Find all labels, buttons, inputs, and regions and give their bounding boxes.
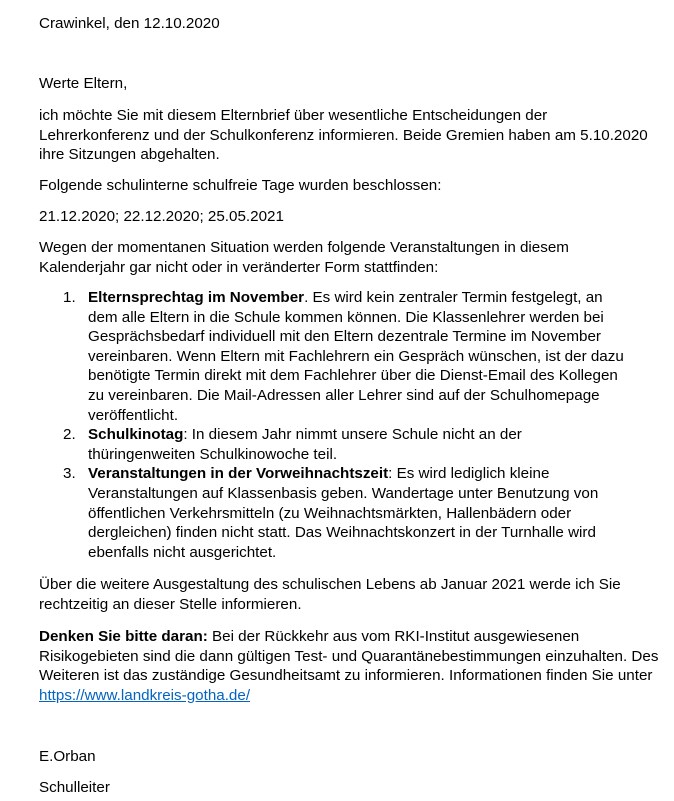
list-item-text: : Es wird lediglich kleine Veranstaltungen auf Klassenbasis geben. Wandertage unter Benutzung von öffentlichen Verkehrsmitteln (zu Weihnachtsmärkten, Hallenbädern oder dergleichen) finden nicht statt. Das Weihnachtskonzert in der Turnhalle wird ebenfalls nicht ausgerichtet.: [88, 465, 599, 561]
intro-paragraph: ich möchte Sie mit diesem Elternbrief über wesentliche Entscheidungen der Lehrerkonferenz und der Schulkonferenz informieren. Beide Gremien haben am 5.10.2020 ihre Sitzungen abgehalten.: [39, 107, 648, 164]
list-item: [39, 288, 633, 425]
salutation: Werte Eltern,: [39, 75, 128, 92]
outlook-paragraph: Über die weitere Ausgestaltung des schulischen Lebens ab Januar 2021 werde ich Sie rechtzeitig an dieser Stelle informieren.: [39, 576, 621, 613]
reminder-paragraph: [39, 627, 659, 705]
landkreis-link[interactable]: https://www.landkreis-gotha.de/: [39, 686, 251, 704]
events-intro: Wegen der momentanen Situation werden folgende Veranstaltungen in diesem Kalenderjahr gar nicht oder in veränderter Form stattfinden:: [39, 239, 569, 276]
free-days-intro: Folgende schulinterne schulfreie Tage wurden beschlossen:: [39, 177, 442, 194]
dateline: Crawinkel, den 12.10.2020: [39, 15, 220, 32]
signer-role: Schulleiter: [39, 779, 110, 796]
list-item-text: : In diesem Jahr nimmt unsere Schule nicht an der thüringenweiten Schulkinowoche teil.: [88, 426, 522, 463]
signer-name: E.Orban: [39, 748, 96, 765]
events-list: [39, 288, 633, 562]
list-item: [39, 464, 633, 562]
list-item-number: 1.: [63, 289, 76, 306]
list-item-number: 2.: [63, 426, 76, 444]
list-item-title: Schulkinotag: [88, 426, 184, 444]
list-item-title: Elternsprechtag im November: [88, 289, 305, 306]
free-days-list: 21.12.2020; 22.12.2020; 25.05.2021: [39, 208, 284, 225]
list-item: [39, 425, 633, 464]
list-item-number: 3.: [63, 465, 76, 483]
list-item-title: Veranstaltungen in der Vorweihnachtszeit: [88, 465, 389, 483]
reminder-text: Bei der Rückkehr aus vom RKI-Institut ausgewiesenen Risikogebieten sind die dann gültigen Test- und Quarantänebestimmungen einzuhalten. Des Weiteren ist das zuständige Gesundheitsamt zu informieren. Informationen finden Sie unter: [39, 628, 659, 685]
list-item-text: . Es wird kein zentraler Termin festgelegt, an dem alle Eltern in die Schule kommen können. Die Klassenlehrer werden bei Gesprächsbedarf individuell mit den Eltern dezentrale Termine im November vereinbaren. Wenn Eltern mit Fachlehrern ein Gespräch wünschen, ist der dazu benötigte Termin direkt mit dem Fachlehrer über die Dienst-Email des Kollegen zu vereinbaren. Die Mail-Adressen aller Lehrer sind auf der Schulhomepage veröffentlicht.: [88, 289, 624, 424]
reminder-lead: Denken Sie bitte daran:: [39, 628, 208, 645]
